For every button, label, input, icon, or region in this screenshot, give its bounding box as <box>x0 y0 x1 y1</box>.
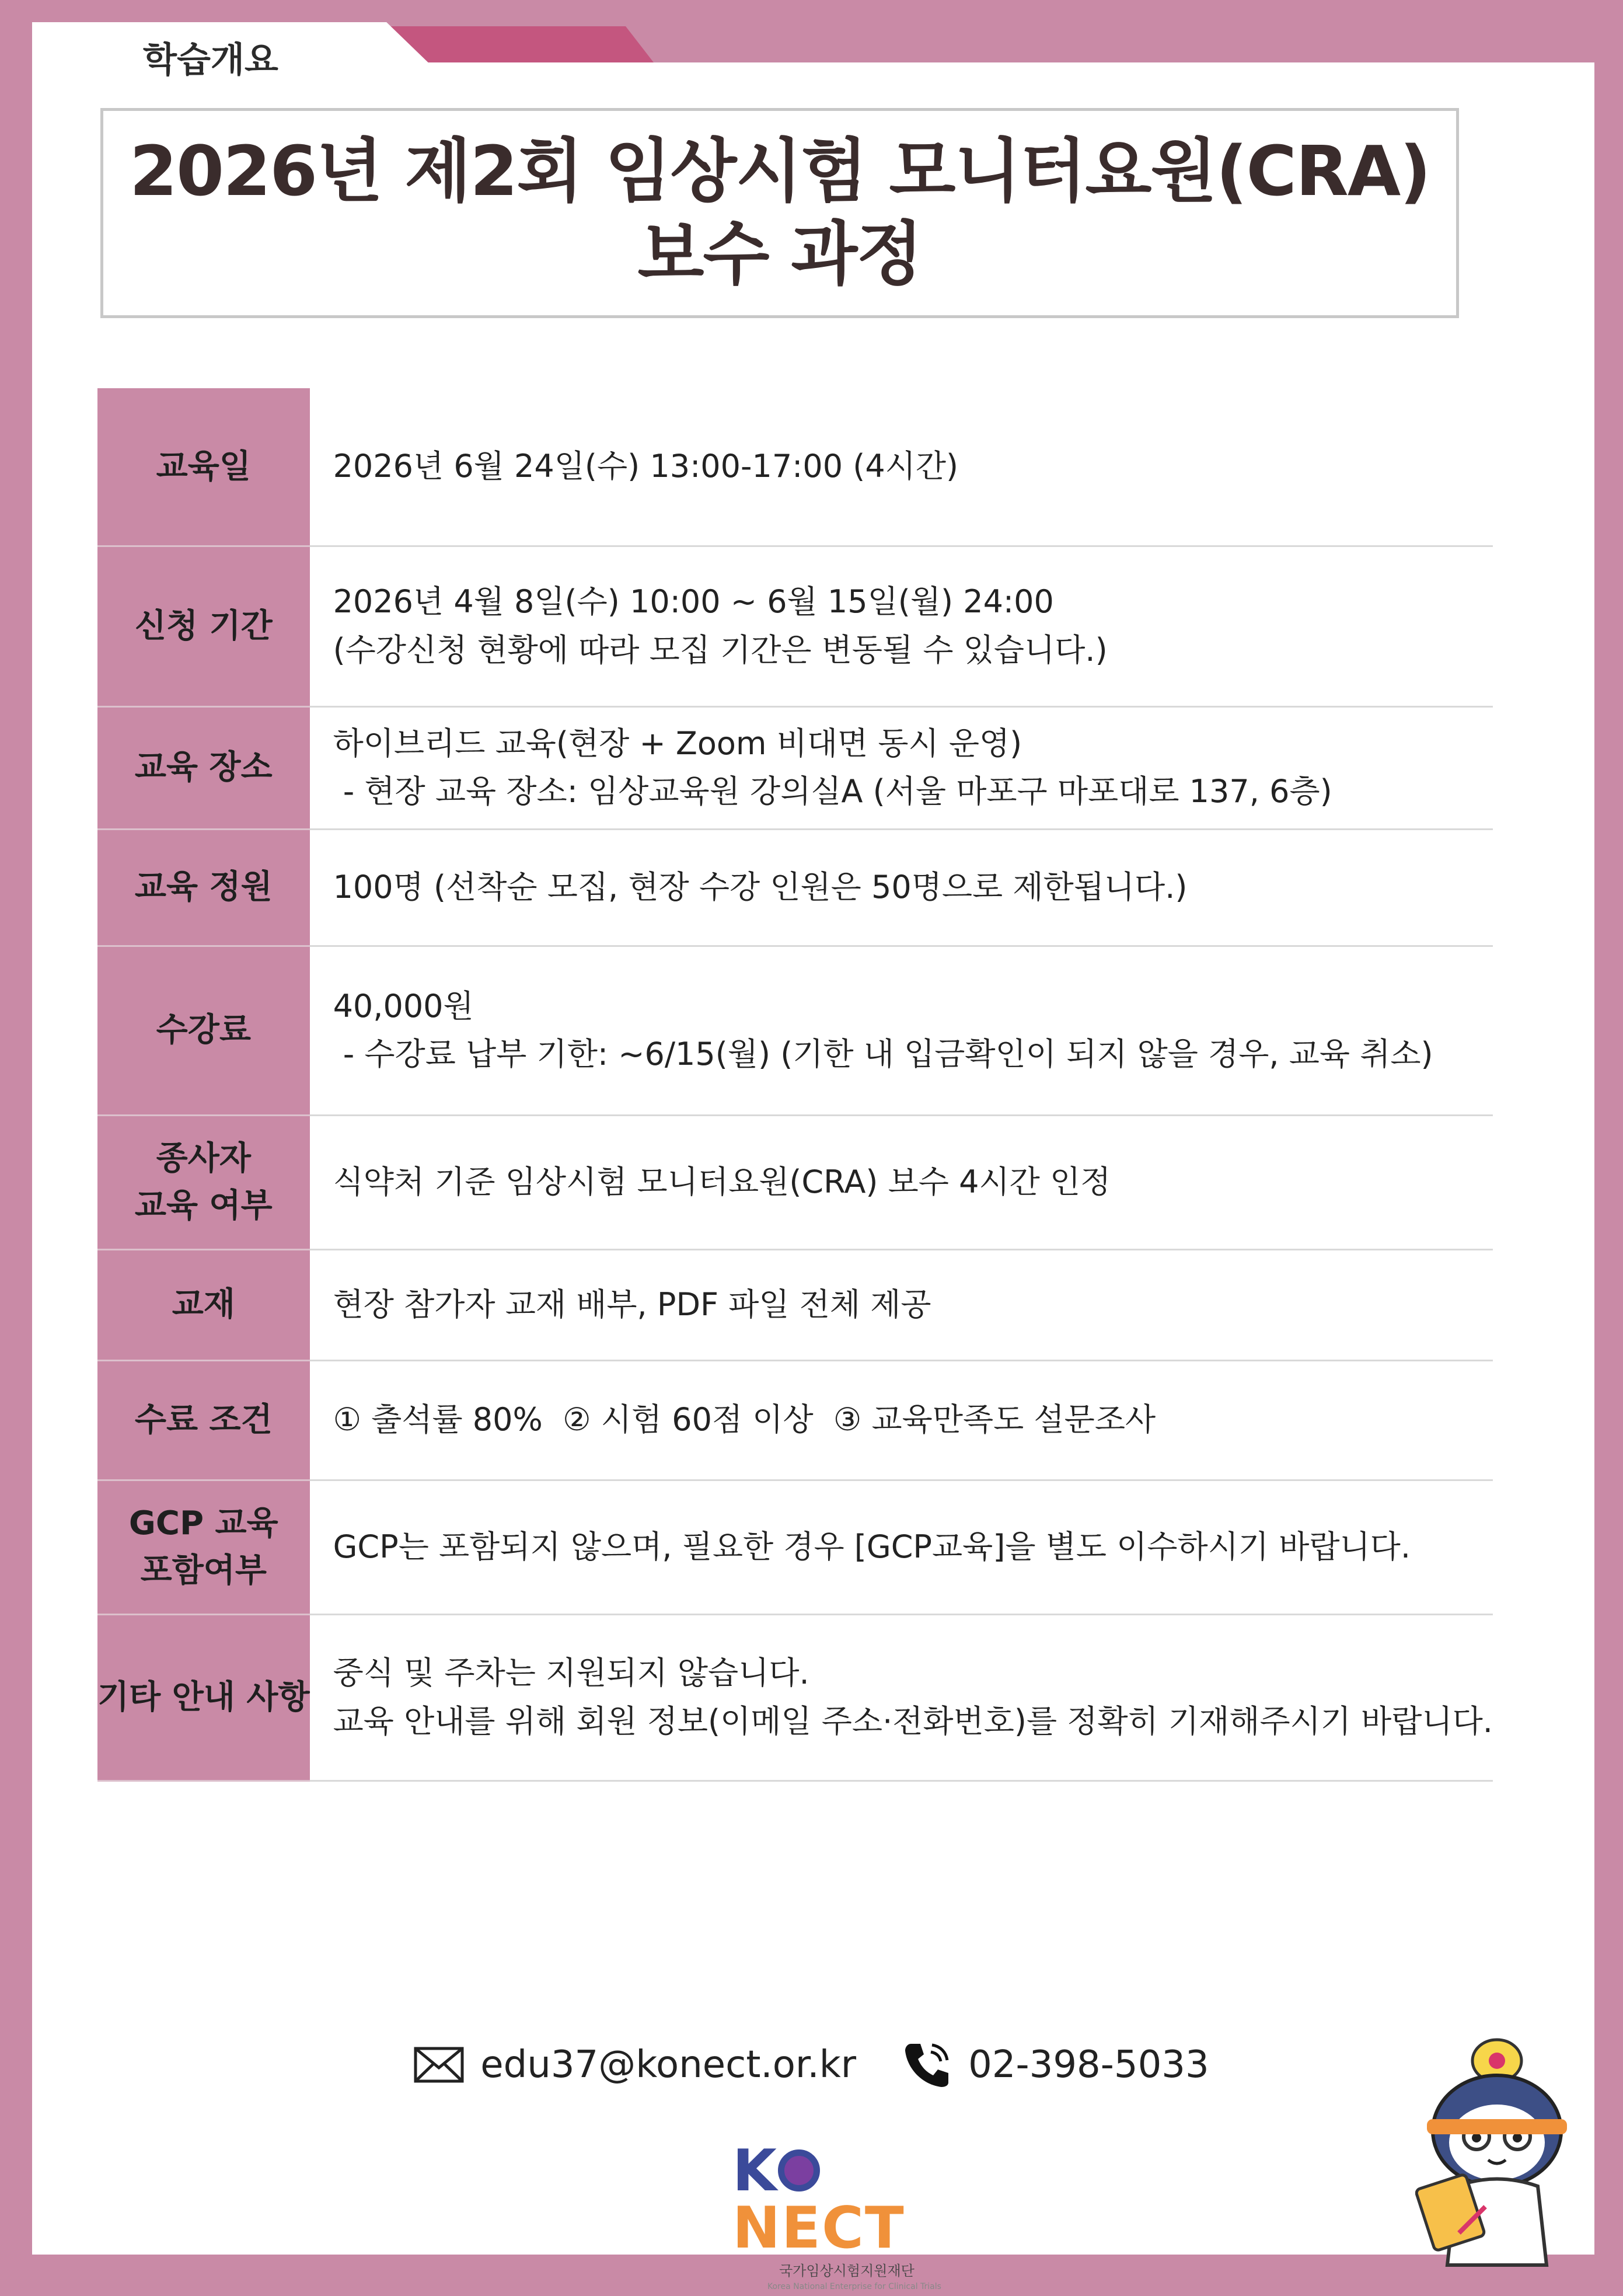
value-line: GCP는 포함되지 않으며, 필요한 경우 [GCP교육]을 별도 이수하시기 바랍니다. <box>333 1528 1411 1565</box>
info-row <box>97 1360 1493 1480</box>
info-row-label <box>97 1249 310 1360</box>
course-info-table <box>97 388 1493 1782</box>
label-line: 수료 조건 <box>134 1400 273 1439</box>
label-line: 포함여부 <box>140 1552 267 1590</box>
header-tab-label: 학습개요 <box>143 40 278 81</box>
value-line: 2026년 4월 8일(수) 10:00 ~ 6월 15일(월) 24:00 <box>333 583 1054 621</box>
value-line: ① 출석률 80% ② 시험 60점 이상 ③ 교육만족도 설문조사 <box>333 1401 1156 1438</box>
page-title-line1: 2026년 제2회 임상시험 모니터요원(CRA) <box>129 131 1430 212</box>
info-row <box>97 546 1493 706</box>
info-row-value <box>310 1115 1493 1249</box>
info-row-value <box>310 946 1493 1115</box>
label-line: GCP 교육 <box>128 1504 278 1542</box>
label-line: 교육 여부 <box>134 1187 273 1225</box>
info-row <box>97 1480 1493 1614</box>
value-line: (수강신청 현황에 따라 모집 기간은 변동될 수 있습니다.) <box>333 631 1108 668</box>
info-row-value <box>310 829 1493 946</box>
value-line: 현장 참가자 교재 배부, PDF 파일 전체 제공 <box>333 1285 931 1323</box>
label-line: 교육 정원 <box>134 868 273 907</box>
info-row-label <box>97 946 310 1115</box>
phone-icon <box>903 2040 952 2089</box>
info-row-label <box>97 388 310 546</box>
info-row-label <box>97 829 310 946</box>
label-line: 신청 기간 <box>134 607 273 645</box>
label-line: 수강료 <box>156 1011 251 1050</box>
value-line: 교육 안내를 위해 회원 정보(이메일 주소·전화번호)를 정확히 기재해주시기 바랍니다. <box>333 1702 1493 1740</box>
info-row <box>97 388 1493 546</box>
info-row <box>97 1249 1493 1360</box>
info-row-value <box>310 388 1493 546</box>
phone-text[interactable]: 02-398-5033 <box>968 2043 1209 2086</box>
info-row <box>97 1614 1493 1781</box>
logo-subtitle-en: Korea National Enterprise for Clinical Trials <box>767 2282 941 2291</box>
info-row-label <box>97 706 310 829</box>
info-row-value <box>310 1249 1493 1360</box>
info-row-label <box>97 1360 310 1480</box>
value-line: 2026년 6월 24일(수) 13:00-17:00 (4시간) <box>333 448 959 485</box>
info-row-value <box>310 1614 1493 1781</box>
logo-wordmark <box>732 2138 954 2262</box>
konect-logo <box>732 2138 954 2291</box>
info-row-label <box>97 1614 310 1781</box>
logo-subtitle: 국가임상시험지원재단 <box>779 2263 915 2279</box>
logo-o-mark <box>778 2149 820 2192</box>
value-line: 40,000원 <box>333 987 474 1025</box>
info-row-label <box>97 1115 310 1249</box>
title-box <box>100 108 1459 318</box>
logo-letters: NECT <box>732 2195 905 2262</box>
info-row <box>97 829 1493 946</box>
label-line: 교육일 <box>156 447 251 486</box>
logo-letter-k: K <box>732 2138 778 2204</box>
label-line: 종사자 <box>156 1139 251 1177</box>
info-row-label <box>97 1480 310 1614</box>
label-line: 기타 안내 사항 <box>97 1678 310 1716</box>
label-line: 교육 장소 <box>134 748 273 787</box>
info-row-label <box>97 546 310 706</box>
info-row-value <box>310 1360 1493 1480</box>
value-line: 중식 및 주차는 지원되지 않습니다. <box>333 1654 809 1692</box>
contact-bar <box>0 2040 1623 2089</box>
info-row <box>97 706 1493 829</box>
page-title-line2: 보수 과정 <box>637 214 922 294</box>
envelope-icon <box>414 2047 464 2083</box>
email-contact[interactable] <box>414 2043 856 2086</box>
value-line: 100명 (선착순 모집, 현장 수강 인원은 50명으로 제한됩니다.) <box>333 868 1188 905</box>
info-row-value <box>310 1480 1493 1614</box>
info-row-value <box>310 706 1493 829</box>
value-line: - 현장 교육 장소: 임상교육원 강의실A (서울 마포구 마포대로 137, 6층) <box>333 773 1332 810</box>
value-line: 식약처 기준 임상시험 모니터요원(CRA) 보수 4시간 인정 <box>333 1163 1111 1200</box>
value-line: 하이브리드 교육(현장 + Zoom 비대면 동시 운영) <box>333 724 1022 762</box>
info-row-value <box>310 546 1493 706</box>
email-text[interactable]: edu37@konect.or.kr <box>480 2043 857 2086</box>
info-row <box>97 1115 1493 1249</box>
phone-contact[interactable] <box>903 2040 1209 2089</box>
value-line: - 수강료 납부 기한: ~6/15(월) (기한 내 입금확인이 되지 않을 경우, 교육 취소) <box>333 1036 1433 1072</box>
label-line: 교재 <box>172 1285 235 1324</box>
mascot-illustration <box>1415 2032 1579 2277</box>
info-row <box>97 946 1493 1115</box>
